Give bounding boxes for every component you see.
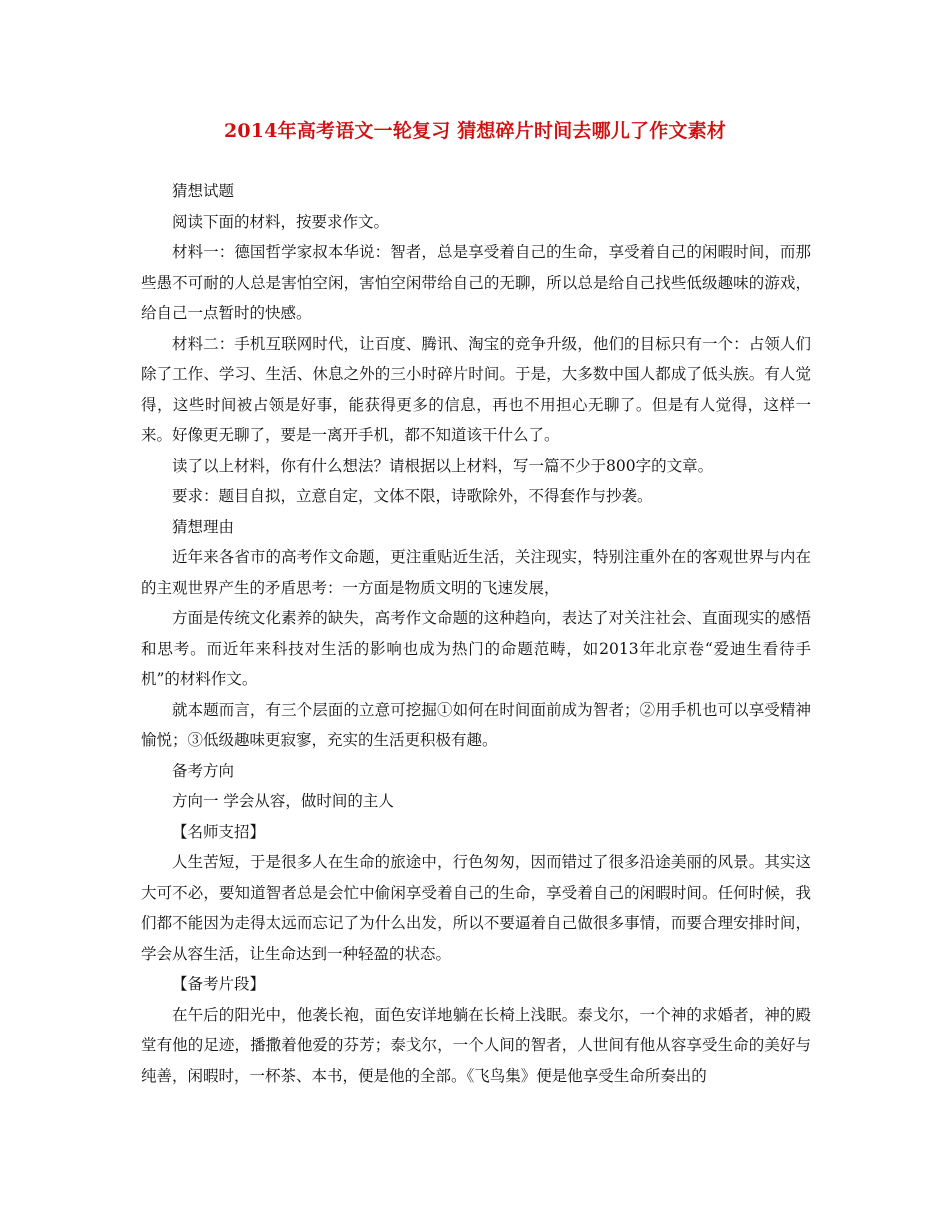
teacher-tips-paragraph: 人生苦短，于是很多人在生命的旅途中，行色匆匆，因而错过了很多沿途美丽的风景。其实这大可不必，要知道智者总是会忙中偷闲享受着自己的生命，享受着自己的闲暇时间。任何时候，我们都不能因为走得太远而忘记了为什么出发，所以不要逼着自己做很多事情，而要合理安排时间，学会从容生活，让生命达到一种轻盈的状态。 (141, 853, 811, 963)
reason-paragraph-1: 近年来各省市的高考作文命题，更注重贴近生活，关注现实，特别注重外在的客观世界与内在的主观世界产生的矛盾思考：一方面是物质文明的飞速发展， (141, 548, 811, 597)
direction-one-heading: 方向一 学会从容，做时间的主人 (172, 792, 394, 810)
task-paragraph: 读了以上材料，你有什么想法？请根据以上材料，写一篇不少于800字的文章。 (172, 456, 714, 475)
reason-paragraph-2: 方面是传统文化素养的缺失，高考作文命题的这种趋向，表达了对关注社会、直面现实的感悟和思考。而近年来科技对生活的影响也成为热门的命题范畴，如2013年北京卷“爱迪生看待手机”的材料作文。 (141, 609, 811, 688)
section-heading-guess-reason: 猜想理由 (172, 517, 235, 536)
instruction-paragraph: 阅读下面的材料，按要求作文。 (172, 212, 390, 231)
requirements-paragraph: 要求：题目自拟，立意自定，文体不限，诗歌除外，不得套作与抄袭。 (172, 487, 653, 505)
document-title: 2014年高考语文一轮复习 猜想碎片时间去哪儿了作文素材 (223, 120, 727, 142)
teacher-tips-heading: 【名师支招】 (172, 822, 266, 841)
material-one-paragraph: 材料一：德国哲学家叔本华说：智者，总是享受着自己的生命，享受着自己的闲暇时间，而那些愚不可耐的人总是害怕空闲，害怕空闲带给自己的无聊，所以总是给自己找些低级趣味的游戏，给自己一点暂时的快感。 (141, 243, 811, 322)
sample-passage-heading: 【备考片段】 (172, 975, 266, 993)
sample-passage-paragraph: 在午后的阳光中，他袭长袍，面色安详地躺在长椅上浅眠。泰戈尔，一个神的求婚者，神的殿堂有他的足迹，播撒着他爱的芬芳；泰戈尔，一个人间的智者，人世间有他从容享受生命的美好与纯善，闲暇时，一杯茶、本书，便是他的全部。《飞鸟集》便是他享受生命所奏出的 (141, 1005, 811, 1085)
material-two-paragraph: 材料二：手机互联网时代，让百度、腾讯、淘宝的竞争升级，他们的目标只有一个：占领人们除了工作、学习、生活、休息之外的三小时碎片时间。于是，大多数中国人都成了低头族。有人觉得，这些时间被占领是好事，能获得更多的信息，再也不用担心无聊了。但是有人觉得，这样一来。好像更无聊了，要是一离开手机，都不知道该干什么了。 (141, 334, 811, 444)
section-heading-prep-direction: 备考方向 (172, 761, 235, 780)
reason-paragraph-3: 就本题而言，有三个层面的立意可挖掘①如何在时间面前成为智者；②用手机也可以享受精神愉悦；③低级趣味更寂寥，充实的生活更积极有趣。 (141, 700, 811, 749)
section-heading-guess-question: 猜想试题 (172, 182, 235, 200)
document-body (141, 176, 811, 1091)
